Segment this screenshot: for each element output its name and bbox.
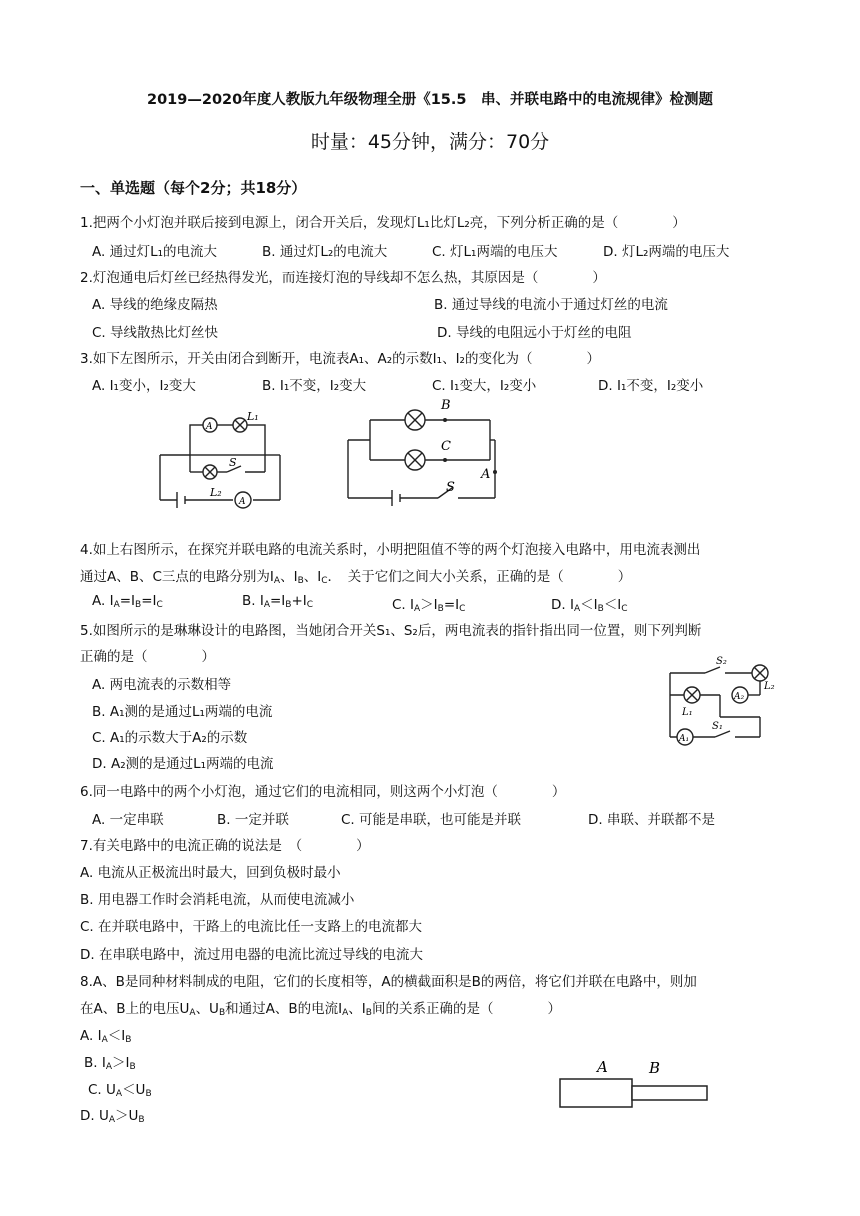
q1-option-a[interactable]: A. 通过灯L₁的电流大 (92, 244, 218, 260)
q4-switch-label: S (446, 480, 455, 495)
q5-s1-label: S₁ (712, 721, 723, 732)
q6-option-a[interactable]: A. 一定串联 (92, 812, 164, 828)
question-4-stem-line-1: 4.如上右图所示，在探究并联电路的电流关系时，小明把阻值不等的两个灯泡接入电路中，用电流表测出 (80, 542, 701, 558)
q8-option-d[interactable]: D. $U_A>U_B$ (80, 1108, 145, 1125)
question-2-stem: 2.灯泡通电后灯丝已经热得发光，而连接灯泡的导线却不怎么热，其原因是（ ） (80, 270, 606, 286)
q6-option-b[interactable]: B. 一定并联 (217, 812, 289, 828)
question-7-stem: 7.有关电路中的电流正确的说法是 （ ） (80, 838, 370, 854)
q2-option-c[interactable]: C. 导线散热比灯丝快 (92, 325, 219, 341)
question-5-stem-line-2: 正确的是（ ） (80, 649, 215, 665)
q3-option-c[interactable]: C. I₁变大，I₂变小 (432, 378, 537, 394)
q5-l1-label: L₁ (682, 707, 693, 718)
q2-option-b[interactable]: B. 通过导线的电流小于通过灯丝的电流 (434, 297, 668, 313)
q3-left-ammeter-1-label: A (206, 422, 213, 432)
question-1-stem: 1.把两个小灯泡并联后接到电源上，闭合开关后，发现灯L₁比灯L₂亮，下列分析正确的是（ ） (80, 215, 686, 231)
q2-option-a[interactable]: A. 导线的绝缘皮隔热 (92, 297, 218, 313)
q5-option-a[interactable]: A. 两电流表的示数相等 (92, 677, 232, 693)
section-heading: 一、单选题（每个2分；共18分） (80, 179, 307, 197)
q5-a2-label: A₂ (734, 692, 745, 702)
q5-l2-label: L₂ (764, 681, 775, 692)
q3-left-l1-label: L₁ (247, 410, 259, 423)
q1-option-d[interactable]: D. 灯L₂两端的电压大 (603, 244, 730, 260)
q1-option-c[interactable]: C. 灯L₁两端的电压大 (432, 244, 558, 260)
q5-option-b[interactable]: B. A₁测的是通过L₁两端的电流 (92, 704, 273, 720)
question-3-stem: 3.如下左图所示，开关由闭合到断开，电流表A₁、A₂的示数I₁、I₂的变化为（ ） (80, 351, 600, 367)
q1-option-b[interactable]: B. 通过灯L₂的电流大 (262, 244, 388, 260)
q4-parallel-circuit-diagram (340, 395, 510, 515)
question-8-stem-line-2: 在A、B上的电压$U_A$、$U_B$和通过A、B的电流$I_A$、$I_B$间的关系正确的是（ ） (80, 1001, 561, 1018)
q8-resistor-diagram (555, 1055, 715, 1115)
question-6-stem: 6.同一电路中的两个小灯泡，通过它们的电流相同，则这两个小灯泡（ ） (80, 784, 566, 800)
q5-circuit-diagram (660, 655, 775, 750)
question-4-stem-line-2: 通过A、B、C三点的电路分别为$I_A$、$I_B$、$I_C$． 关于它们之间大小关系，正确的是（ ） (80, 569, 632, 586)
q8-option-b[interactable]: B. $I_A>I_B$ (84, 1055, 136, 1072)
q3-option-b[interactable]: B. I₁不变，I₂变大 (262, 378, 367, 394)
q5-option-d[interactable]: D. A₂测的是通过L₁两端的电流 (92, 756, 274, 772)
q3-left-circuit-diagram (155, 410, 295, 510)
q7-option-a[interactable]: A. 电流从正极流出时最大，回到负极时最小 (80, 865, 341, 881)
q2-option-d[interactable]: D. 导线的电阻远小于灯丝的电阻 (437, 325, 632, 341)
q3-option-d[interactable]: D. I₁不变，I₂变小 (598, 378, 704, 394)
q4-option-a[interactable]: A. $I_A=I_B=I_C$ (92, 593, 163, 610)
q8-label-a: A (597, 1058, 608, 1076)
q8-label-b: B (649, 1059, 661, 1077)
question-8-stem-line-1: 8.A、B是同种材料制成的电阻，它们的长度相等，A的横截面积是B的两倍，将它们并联在电路中，则加 (80, 974, 697, 990)
q5-s2-label: S₂ (716, 656, 727, 667)
q3-left-switch-label: S (229, 456, 237, 469)
page-title: 2019—2020年度人教版九年级物理全册《15.5 串、并联电路中的电流规律》检测题 (147, 92, 713, 108)
q5-option-c[interactable]: C. A₁的示数大于A₂的示数 (92, 730, 248, 746)
exam-info: 时量：45分钟，满分：70分 (310, 131, 550, 153)
q3-left-ammeter-2-label: A (239, 497, 246, 507)
q4-option-b[interactable]: B. $I_A=I_B+I_C$ (242, 593, 314, 610)
q5-a1-label: A₁ (679, 734, 690, 744)
question-5-stem-line-1: 5.如图所示的是琳琳设计的电路图，当她闭合开关S₁、S₂后，两电流表的指针指出同一位置，则下列判断 (80, 623, 702, 639)
q4-option-c[interactable]: C. $I_A>I_B=I_C$ (392, 597, 466, 614)
q3-option-a[interactable]: A. I₁变小，I₂变大 (92, 378, 196, 394)
q7-option-d[interactable]: D. 在串联电路中，流过用电器的电流比流过导线的电流大 (80, 947, 423, 963)
q4-point-a-label: A (481, 467, 491, 482)
q4-point-c-label: C (441, 439, 451, 454)
q4-point-b-label: B (441, 398, 451, 413)
q4-option-d[interactable]: D. $I_A<I_B<I_C$ (551, 597, 628, 614)
q6-option-c[interactable]: C. 可能是串联，也可能是并联 (341, 812, 522, 828)
q7-option-b[interactable]: B. 用电器工作时会消耗电流，从而使电流减小 (80, 892, 355, 908)
q8-option-c[interactable]: C. $U_A<U_B$ (88, 1082, 152, 1099)
q7-option-c[interactable]: C. 在并联电路中，干路上的电流比任一支路上的电流都大 (80, 919, 423, 935)
q8-option-a[interactable]: A. $I_A<I_B$ (80, 1028, 132, 1045)
q6-option-d[interactable]: D. 串联、并联都不是 (588, 812, 715, 828)
q3-left-l2-label: L₂ (210, 486, 222, 499)
